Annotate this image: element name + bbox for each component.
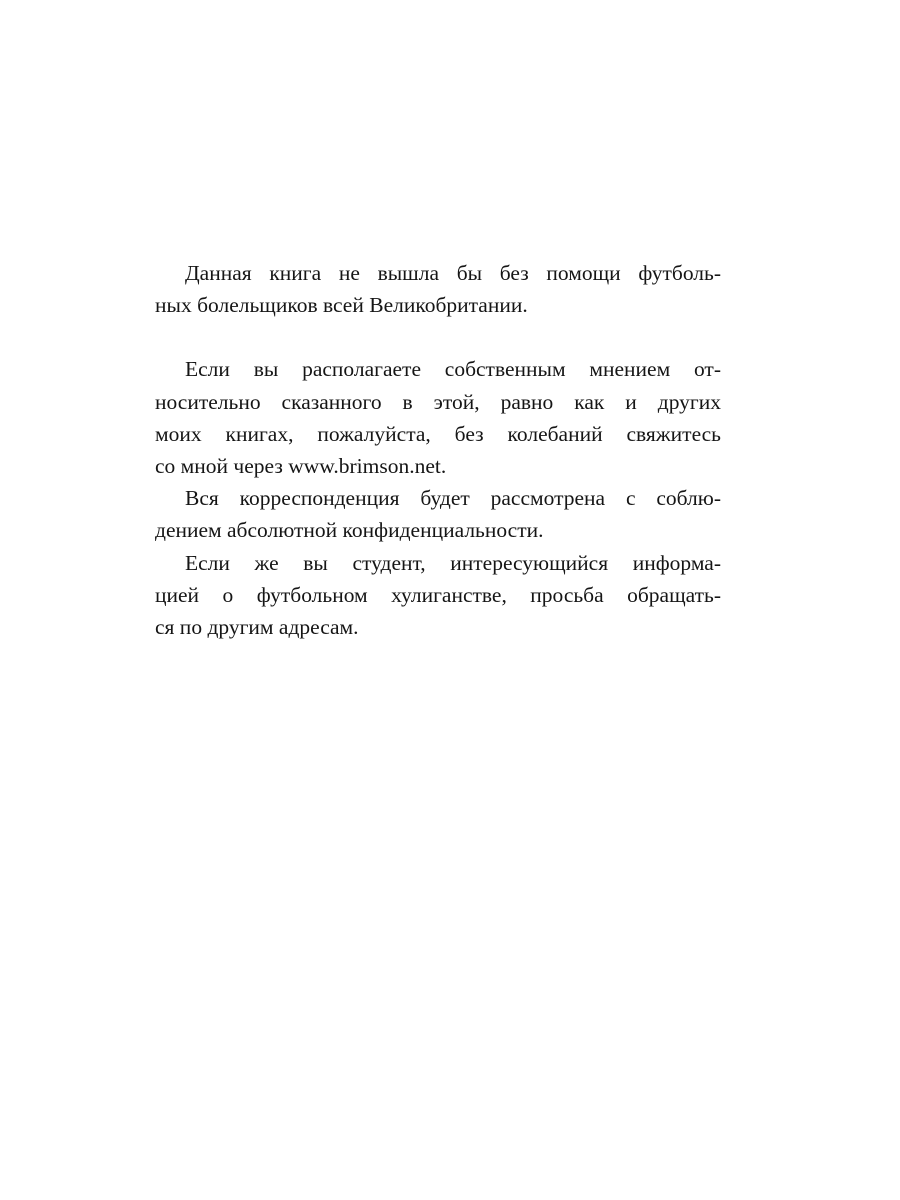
paragraph-contact xyxy=(155,353,721,482)
paragraph-spacer xyxy=(155,321,721,353)
acknowledgement-text xyxy=(155,257,721,643)
text-line-website: со мной через www.brimson.net. xyxy=(155,453,447,478)
text-line: Данная книга не вышла бы без помощи футболь- xyxy=(185,261,721,285)
text-line: Вся корреспонденция будет рассмотрена с соблю- xyxy=(185,486,721,511)
text-line: Если же вы студент, интересующийся информа- xyxy=(185,550,721,575)
text-line: носительно сказанного в этой, равно как и других xyxy=(155,389,721,414)
text-line: ных болельщиков всей Великобритании. xyxy=(155,293,528,318)
text-line: дением абсолютной конфиденциальности. xyxy=(155,518,544,543)
text-line: ся по другим адресам. xyxy=(155,614,359,639)
text-line: моих книгах, пожалуйста, без колебаний свяжитесь xyxy=(155,421,721,446)
paragraph-acknowledgement xyxy=(155,257,721,321)
text-line: Если вы располагаете собственным мнением от- xyxy=(185,357,721,382)
paragraph-students xyxy=(155,547,721,644)
paragraph-confidentiality xyxy=(155,482,721,546)
text-line: цией о футбольном хулиганстве, просьба обращать- xyxy=(155,582,721,607)
